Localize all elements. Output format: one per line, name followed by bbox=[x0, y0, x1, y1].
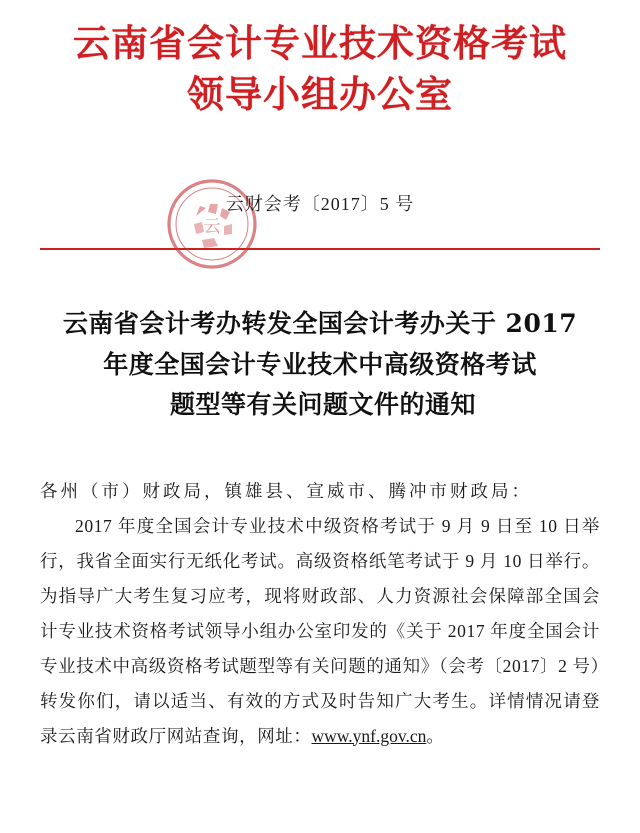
title-line-1: 云南省会计考办转发全国会计考办关于 2017 bbox=[62, 309, 578, 339]
issuing-organization-header bbox=[40, 0, 600, 120]
document-number: 云财会考〔2017〕5 号 bbox=[225, 194, 415, 215]
paragraph-1-text-part-1: 2017 年度全国会计专业技术中级资格考试于 9 月 9 日至 10 日举行，我省全面实行无纸化考试。高级资格纸笔考试于 9 月 10 日举行。为指导广大考生复习应考，现将财政部、人力资源社会保障部全国会计专业技术资格考试领导小组办公室印发的《关于 2017 年度全国会计专业技术中高级资格考试题型等有关问题的通知》（会考〔2017〕2 号）转发你们，请以适当、有效的方式及时告知广大考生。详情情况请登录云南省财政厅网站查询，网址： bbox=[40, 515, 600, 746]
red-divider-rule bbox=[40, 248, 600, 250]
org-header-line-1: 云南省会计专业技术资格考试 bbox=[73, 21, 567, 65]
document-title bbox=[40, 304, 600, 426]
svg-text:云: 云 bbox=[203, 217, 221, 237]
title-line-2: 年度全国会计专业技术中高级资格考试 bbox=[103, 349, 537, 379]
document-number-row bbox=[40, 190, 600, 226]
document-body bbox=[40, 474, 600, 754]
official-seal-icon bbox=[166, 178, 258, 270]
title-line-3: 题型等有关问题文件的通知 bbox=[169, 390, 476, 420]
org-header-line-2: 领导小组办公室 bbox=[187, 72, 453, 117]
paragraph-1-text-part-2: 。 bbox=[426, 725, 445, 746]
website-link[interactable]: www.ynf.gov.cn bbox=[311, 725, 427, 746]
body-paragraph-1 bbox=[40, 509, 600, 754]
salutation: 各州（市）财政局，镇雄县、宣威市、腾冲市财政局： bbox=[40, 480, 532, 501]
